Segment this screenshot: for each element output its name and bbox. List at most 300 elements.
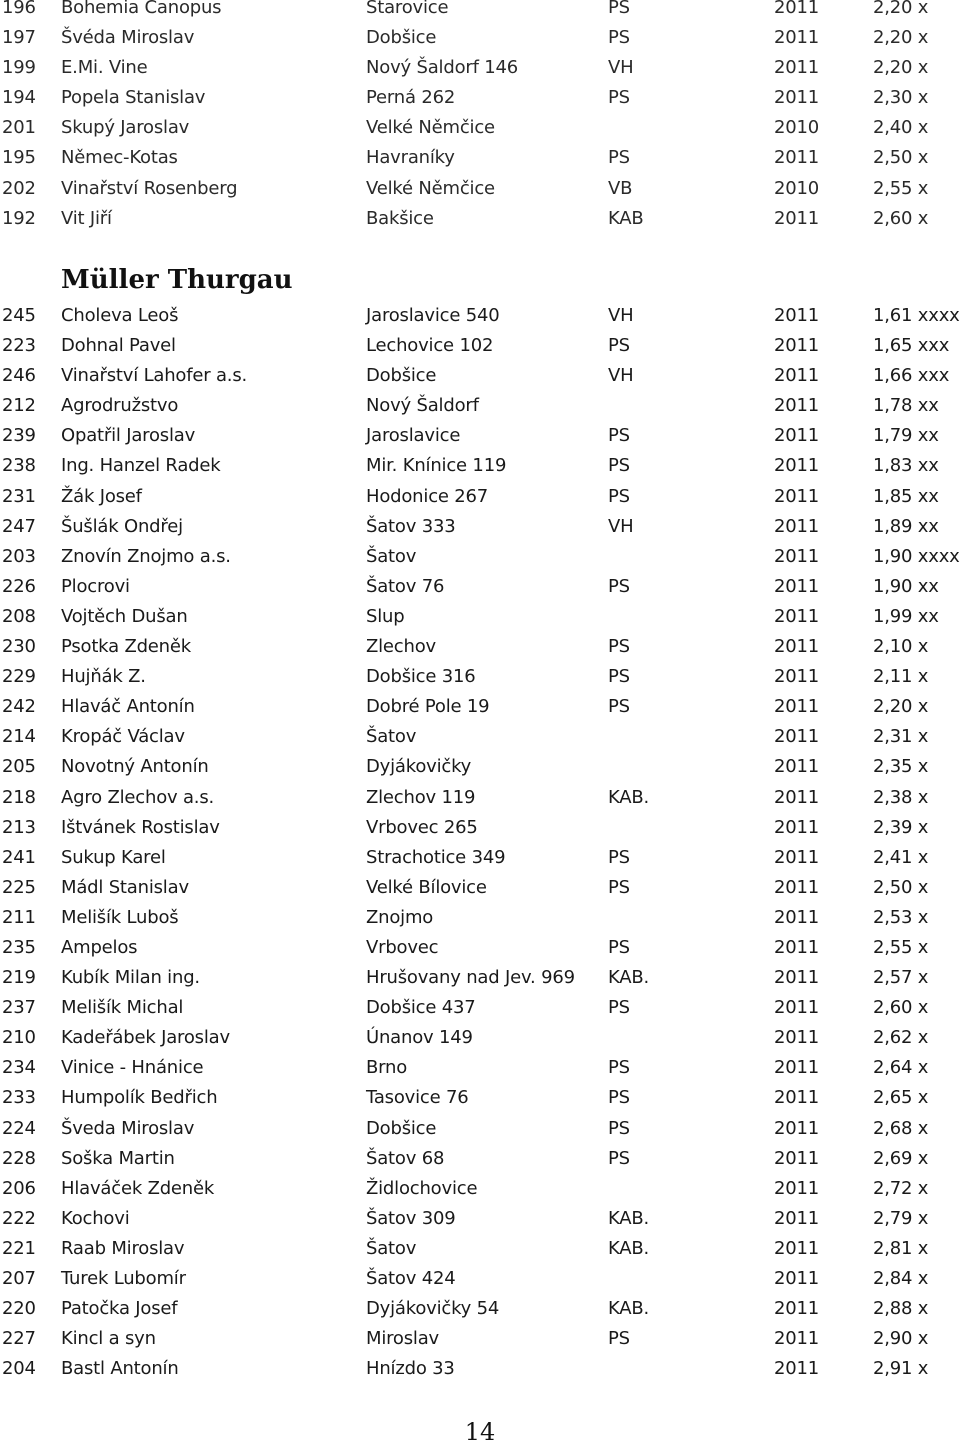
producer-type: PS [608, 1087, 630, 1109]
entry-number: 197 [2, 27, 36, 49]
table-row [0, 361, 960, 391]
vintage-year: 2011 [774, 1207, 820, 1229]
producer-name: Popela Stanislav [61, 87, 206, 109]
vintage-year: 2011 [774, 696, 820, 718]
producer-location: Šatov [366, 726, 417, 748]
producer-type: PS [608, 27, 630, 49]
table-row [0, 662, 960, 692]
score: 1,78 xx [873, 395, 939, 417]
producer-type: PS [608, 696, 630, 718]
table-row [0, 391, 960, 421]
producer-name: Melišík Michal [61, 997, 184, 1019]
score: 2,62 x [873, 1027, 929, 1049]
producer-name: Mádl Stanislav [61, 876, 189, 898]
producer-name: Agro Zlechov a.s. [61, 786, 215, 808]
producer-name: E.Mi. Vine [61, 57, 148, 79]
vintage-year: 2011 [774, 636, 820, 658]
producer-location: Šatov 333 [366, 515, 456, 537]
producer-type: PS [608, 846, 630, 868]
vintage-year: 2011 [774, 1057, 820, 1079]
producer-name: Bastl Antonín [61, 1358, 179, 1380]
table-row [0, 53, 960, 83]
producer-location: Vrbovec [366, 936, 439, 958]
table-row [0, 783, 960, 813]
score: 2,88 x [873, 1298, 929, 1320]
entry-number: 221 [2, 1237, 36, 1259]
table-row [0, 301, 960, 331]
producer-type: PS [608, 485, 630, 507]
producer-name: Vinařství Rosenberg [61, 177, 238, 199]
producer-location: Únanov 149 [366, 1027, 473, 1049]
vintage-year: 2011 [774, 726, 820, 748]
score: 2,91 x [873, 1358, 929, 1380]
entry-number: 230 [2, 636, 36, 658]
vintage-year: 2011 [774, 1298, 820, 1320]
entry-number: 199 [2, 57, 36, 79]
table-row [0, 602, 960, 632]
table-row [0, 752, 960, 782]
producer-name: Šveda Miroslav [61, 1117, 195, 1139]
producer-name: Kubík Milan ing. [61, 967, 200, 989]
vintage-year: 2011 [774, 786, 820, 808]
score: 2,20 x [873, 696, 929, 718]
producer-location: Nový Šaldorf 146 [366, 57, 519, 79]
table-row [0, 813, 960, 843]
producer-type: KAB. [608, 1207, 650, 1229]
producer-location: Dobšice [366, 365, 437, 387]
table-row [0, 451, 960, 481]
producer-name: Ištvánek Rostislav [61, 816, 220, 838]
producer-location: Jaroslavice [366, 425, 461, 447]
vintage-year: 2011 [774, 455, 820, 477]
vintage-year: 2011 [774, 605, 820, 627]
vintage-year: 2011 [774, 485, 820, 507]
entry-number: 247 [2, 515, 36, 537]
producer-location: Mir. Knínice 119 [366, 455, 507, 477]
muller-thurgau-table [0, 301, 960, 1384]
producer-name: Dohnal Pavel [61, 335, 176, 357]
table-row [0, 993, 960, 1023]
table-row [0, 1053, 960, 1083]
entry-number: 194 [2, 87, 36, 109]
entry-number: 201 [2, 117, 36, 139]
vintage-year: 2011 [774, 57, 820, 79]
table-row [0, 83, 960, 113]
producer-type: PS [608, 147, 630, 169]
vintage-year: 2011 [774, 395, 820, 417]
producer-name: Agrodružstvo [61, 395, 179, 417]
producer-type: KAB [608, 207, 644, 229]
producer-location: Strachotice 349 [366, 846, 506, 868]
producer-location: Jaroslavice 540 [366, 305, 500, 326]
table-row [0, 632, 960, 662]
entry-number: 220 [2, 1298, 36, 1320]
producer-name: Žák Josef [61, 485, 142, 507]
producer-type: KAB. [608, 1298, 650, 1320]
producer-location: Židlochovice [366, 1177, 478, 1199]
entry-number: 224 [2, 1117, 36, 1139]
producer-location: Havraníky [366, 147, 455, 169]
entry-number: 233 [2, 1087, 36, 1109]
producer-name: Kadeřábek Jaroslav [61, 1027, 230, 1049]
producer-location: Hodonice 267 [366, 485, 489, 507]
score: 2,69 x [873, 1147, 929, 1169]
previous-section-table [0, 0, 960, 234]
producer-type: VH [608, 365, 634, 387]
vintage-year: 2011 [774, 1237, 820, 1259]
table-row [0, 1114, 960, 1144]
table-row [0, 0, 960, 23]
score: 2,41 x [873, 846, 929, 868]
entry-number: 203 [2, 545, 36, 567]
producer-name: Hlaváč Antonín [61, 696, 195, 718]
producer-name: Šušlák Ondřej [61, 515, 183, 537]
producer-location: Velké Němčice [366, 177, 495, 199]
producer-name: Kincl a syn [61, 1328, 156, 1350]
producer-type: PS [608, 455, 630, 477]
producer-type: PS [608, 936, 630, 958]
producer-type: PS [608, 0, 630, 18]
score: 2,72 x [873, 1177, 929, 1199]
producer-location: Šatov 68 [366, 1147, 445, 1169]
table-row [0, 873, 960, 903]
producer-type: VB [608, 177, 633, 199]
producer-location: Hrušovany nad Jev. 969 [366, 967, 575, 989]
vintage-year: 2011 [774, 666, 820, 688]
producer-type: PS [608, 997, 630, 1019]
vintage-year: 2011 [774, 515, 820, 537]
producer-name: Hujňák Z. [61, 666, 146, 688]
score: 2,60 x [873, 207, 929, 229]
score: 2,20 x [873, 57, 929, 79]
producer-type: PS [608, 666, 630, 688]
table-row [0, 1354, 960, 1384]
producer-name: Hlaváček Zdeněk [61, 1177, 215, 1199]
score: 1,79 xx [873, 425, 939, 447]
vintage-year: 2011 [774, 756, 820, 778]
score: 2,11 x [873, 666, 929, 688]
producer-type: PS [608, 425, 630, 447]
score: 1,90 xxxx [873, 545, 960, 567]
producer-name: Turek Lubomír [61, 1268, 186, 1289]
score: 1,83 xx [873, 455, 939, 477]
producer-location: Znojmo [366, 906, 434, 928]
producer-type: PS [608, 575, 630, 597]
entry-number: 229 [2, 666, 36, 688]
table-row [0, 143, 960, 173]
table-row [0, 113, 960, 143]
score: 2,35 x [873, 756, 929, 778]
vintage-year: 2011 [774, 545, 820, 567]
producer-location: Perná 262 [366, 87, 456, 109]
vintage-year: 2011 [774, 1087, 820, 1109]
producer-name: Humpolík Bedřich [61, 1087, 218, 1109]
producer-name: Ampelos [61, 936, 138, 958]
vintage-year: 2011 [774, 305, 820, 326]
score: 2,60 x [873, 997, 929, 1019]
vintage-year: 2010 [774, 177, 820, 199]
producer-type: PS [608, 1328, 630, 1350]
table-row [0, 572, 960, 602]
table-row [0, 933, 960, 963]
entry-number: 242 [2, 696, 36, 718]
score: 2,68 x [873, 1117, 929, 1139]
table-row [0, 1204, 960, 1234]
entry-number: 245 [2, 305, 36, 326]
entry-number: 210 [2, 1027, 36, 1049]
producer-name: Vinařství Lahofer a.s. [61, 365, 248, 387]
table-row [0, 1144, 960, 1174]
producer-name: Novotný Antonín [61, 756, 209, 778]
producer-name: Melišík Luboš [61, 906, 179, 928]
table-row [0, 903, 960, 933]
vintage-year: 2011 [774, 1328, 820, 1350]
producer-name: Patočka Josef [61, 1298, 178, 1320]
vintage-year: 2011 [774, 967, 820, 989]
section-title: Müller Thurgau [61, 265, 293, 295]
table-row [0, 1324, 960, 1354]
producer-type: PS [608, 87, 630, 109]
producer-name: Kochovi [61, 1207, 130, 1229]
producer-location: Dyjákovičky 54 [366, 1298, 500, 1320]
producer-name: Opatřil Jaroslav [61, 425, 196, 447]
producer-type: KAB. [608, 786, 650, 808]
entry-number: 218 [2, 786, 36, 808]
score: 2,50 x [873, 147, 929, 169]
score: 1,61 xxxx [873, 305, 960, 326]
score: 2,20 x [873, 0, 929, 18]
vintage-year: 2011 [774, 207, 820, 229]
producer-location: Hnízdo 33 [366, 1358, 455, 1380]
score: 2,53 x [873, 906, 929, 928]
producer-location: Vrbovec 265 [366, 816, 478, 838]
entry-number: 214 [2, 726, 36, 748]
table-row [0, 542, 960, 572]
score: 2,57 x [873, 967, 929, 989]
producer-name: Vinice - Hnánice [61, 1057, 204, 1079]
producer-name: Soška Martin [61, 1147, 175, 1169]
producer-type: PS [608, 335, 630, 357]
entry-number: 238 [2, 455, 36, 477]
producer-location: Dobšice 316 [366, 666, 476, 688]
score: 2,79 x [873, 1207, 929, 1229]
entry-number: 246 [2, 365, 36, 387]
table-row [0, 512, 960, 542]
producer-type: VH [608, 305, 634, 326]
table-row [0, 843, 960, 873]
table-row [0, 1023, 960, 1053]
score: 2,20 x [873, 27, 929, 49]
score: 2,50 x [873, 876, 929, 898]
entry-number: 211 [2, 906, 36, 928]
vintage-year: 2011 [774, 1358, 820, 1380]
entry-number: 219 [2, 967, 36, 989]
score: 2,10 x [873, 636, 929, 658]
score: 2,38 x [873, 786, 929, 808]
entry-number: 225 [2, 876, 36, 898]
score: 2,84 x [873, 1268, 929, 1289]
vintage-year: 2011 [774, 575, 820, 597]
score: 2,40 x [873, 117, 929, 139]
producer-location: Velké Bílovice [366, 876, 487, 898]
table-row [0, 963, 960, 993]
producer-name: Raab Miroslav [61, 1237, 185, 1259]
producer-type: PS [608, 876, 630, 898]
entry-number: 241 [2, 846, 36, 868]
page-number: 14 [464, 1418, 496, 1446]
producer-location: Dyjákovičky [366, 756, 472, 778]
producer-location: Zlechov [366, 636, 436, 658]
score: 1,85 xx [873, 485, 939, 507]
producer-name: Sukup Karel [61, 846, 166, 868]
entry-number: 212 [2, 395, 36, 417]
entry-number: 239 [2, 425, 36, 447]
entry-number: 228 [2, 1147, 36, 1169]
vintage-year: 2011 [774, 0, 820, 18]
entry-number: 207 [2, 1268, 36, 1289]
score: 2,64 x [873, 1057, 929, 1079]
producer-name: Němec-Kotas [61, 147, 178, 169]
table-row [0, 692, 960, 722]
entry-number: 205 [2, 756, 36, 778]
score: 2,81 x [873, 1237, 929, 1259]
entry-number: 234 [2, 1057, 36, 1079]
producer-location: Starovice [366, 0, 449, 18]
producer-type: VH [608, 515, 634, 537]
vintage-year: 2011 [774, 27, 820, 49]
vintage-year: 2011 [774, 335, 820, 357]
producer-name: Psotka Zdeněk [61, 636, 191, 658]
vintage-year: 2011 [774, 365, 820, 387]
score: 2,90 x [873, 1328, 929, 1350]
vintage-year: 2011 [774, 1268, 820, 1289]
vintage-year: 2011 [774, 936, 820, 958]
score: 2,65 x [873, 1087, 929, 1109]
producer-name: Vit Jiří [61, 207, 112, 229]
table-row [0, 482, 960, 512]
score: 2,55 x [873, 936, 929, 958]
producer-type: PS [608, 636, 630, 658]
table-row [0, 722, 960, 752]
table-row [0, 1294, 960, 1324]
score: 2,30 x [873, 87, 929, 109]
table-row [0, 1083, 960, 1113]
producer-type: PS [608, 1147, 630, 1169]
entry-number: 192 [2, 207, 36, 229]
entry-number: 202 [2, 177, 36, 199]
producer-location: Tasovice 76 [366, 1087, 469, 1109]
score: 1,90 xx [873, 575, 939, 597]
producer-name: Bohemia Canopus [61, 0, 222, 18]
producer-location: Velké Němčice [366, 117, 495, 139]
vintage-year: 2011 [774, 816, 820, 838]
producer-name: Znovín Znojmo a.s. [61, 545, 231, 567]
vintage-year: 2011 [774, 1147, 820, 1169]
producer-location: Šatov [366, 1237, 417, 1259]
vintage-year: 2011 [774, 147, 820, 169]
producer-location: Dobšice 437 [366, 997, 476, 1019]
producer-location: Brno [366, 1057, 408, 1079]
table-row [0, 1264, 960, 1294]
score: 2,31 x [873, 726, 929, 748]
table-row [0, 1234, 960, 1264]
score: 1,99 xx [873, 605, 939, 627]
entry-number: 227 [2, 1328, 36, 1350]
producer-type: KAB. [608, 967, 650, 989]
entry-number: 223 [2, 335, 36, 357]
producer-type: PS [608, 1057, 630, 1079]
entry-number: 237 [2, 997, 36, 1019]
producer-location: Slup [366, 605, 405, 627]
producer-location: Šatov [366, 545, 417, 567]
producer-type: PS [608, 1117, 630, 1139]
entry-number: 208 [2, 605, 36, 627]
producer-name: Choleva Leoš [61, 305, 179, 326]
producer-location: Dobré Pole 19 [366, 696, 490, 718]
table-row [0, 1174, 960, 1204]
producer-location: Miroslav [366, 1328, 440, 1350]
vintage-year: 2011 [774, 876, 820, 898]
entry-number: 195 [2, 147, 36, 169]
producer-location: Dobšice [366, 27, 437, 49]
score: 1,65 xxx [873, 335, 950, 357]
producer-name: Skupý Jaroslav [61, 117, 190, 139]
producer-name: Vojtěch Dušan [61, 605, 188, 627]
producer-name: Švéda Miroslav [61, 27, 195, 49]
producer-location: Šatov 76 [366, 575, 445, 597]
producer-type: VH [608, 57, 634, 79]
producer-name: Kropáč Václav [61, 726, 185, 748]
vintage-year: 2011 [774, 906, 820, 928]
table-row [0, 204, 960, 234]
vintage-year: 2011 [774, 1177, 820, 1199]
entry-number: 222 [2, 1207, 36, 1229]
vintage-year: 2011 [774, 87, 820, 109]
producer-location: Šatov 424 [366, 1268, 456, 1289]
producer-location: Nový Šaldorf [366, 395, 479, 417]
score: 1,89 xx [873, 515, 939, 537]
vintage-year: 2011 [774, 1027, 820, 1049]
entry-number: 231 [2, 485, 36, 507]
vintage-year: 2011 [774, 997, 820, 1019]
table-row [0, 174, 960, 204]
entry-number: 213 [2, 816, 36, 838]
producer-type: KAB. [608, 1237, 650, 1259]
entry-number: 226 [2, 575, 36, 597]
vintage-year: 2011 [774, 1117, 820, 1139]
entry-number: 204 [2, 1358, 36, 1380]
table-row [0, 23, 960, 53]
entry-number: 206 [2, 1177, 36, 1199]
table-row [0, 331, 960, 361]
vintage-year: 2011 [774, 846, 820, 868]
score: 2,55 x [873, 177, 929, 199]
entry-number: 235 [2, 936, 36, 958]
producer-location: Zlechov 119 [366, 786, 476, 808]
score: 2,39 x [873, 816, 929, 838]
score: 1,66 xxx [873, 365, 950, 387]
vintage-year: 2010 [774, 117, 820, 139]
table-row [0, 421, 960, 451]
producer-location: Bakšice [366, 207, 434, 229]
producer-location: Šatov 309 [366, 1207, 456, 1229]
producer-name: Ing. Hanzel Radek [61, 455, 221, 477]
producer-location: Dobšice [366, 1117, 437, 1139]
producer-location: Lechovice 102 [366, 335, 494, 357]
entry-number: 196 [2, 0, 36, 18]
producer-name: Plocrovi [61, 575, 130, 597]
vintage-year: 2011 [774, 425, 820, 447]
